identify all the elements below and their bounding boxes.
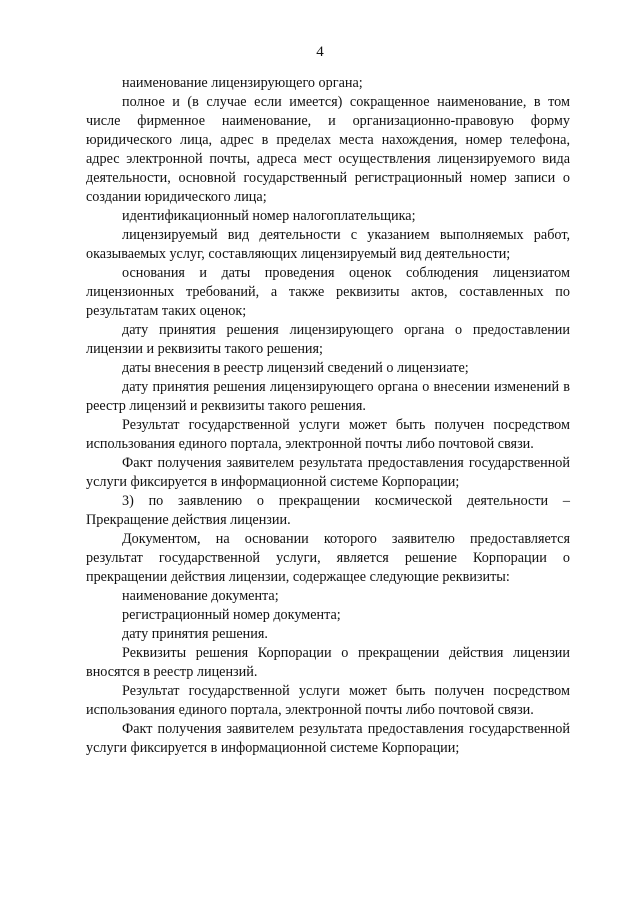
- paragraph: Факт получения заявителем результата предоставления государственной услуги фиксируется в информационной системе Корпорации;: [86, 455, 570, 490]
- paragraph: даты внесения в реестр лицензий сведений о лицензиате;: [122, 360, 469, 376]
- paragraph: Реквизиты решения Корпорации о прекращении действия лицензии вносятся в реестр лицензий.: [86, 645, 570, 680]
- paragraph: наименование документа;: [122, 588, 279, 604]
- paragraph: Результат государственной услуги может быть получен посредством использования единого портала, электронной почты либо почтовой связи.: [86, 417, 570, 452]
- paragraph: Факт получения заявителем результата предоставления государственной услуги фиксируется в информационной системе Корпорации;: [86, 721, 570, 756]
- paragraph: полное и (в случае если имеется) сокращенное наименование, в том числе фирменное наименование, и организационно-правовую форму юридического лица, адрес в пределах места нахождения, номер телефона, адрес электронной почты, адреса мест осуществления лицензируемого вида деятельности, основной государственный регистрационный номер записи о создании юридического лица;: [86, 94, 570, 205]
- paragraph: Документом, на основании которого заявителю предоставляется результат государственной услуги, является решение Корпорации о прекращении действия лицензии, содержащее следующие реквизиты:: [86, 531, 570, 585]
- paragraph: Результат государственной услуги может быть получен посредством использования единого портала, электронной почты либо почтовой связи.: [86, 683, 570, 718]
- page-number: 4: [316, 44, 324, 60]
- document-body: [86, 74, 570, 758]
- paragraph: основания и даты проведения оценок соблюдения лицензиатом лицензионных требований, а также реквизиты актов, составленных по результатам таких оценок;: [86, 265, 570, 319]
- paragraph: наименование лицензирующего органа;: [122, 75, 363, 91]
- paragraph: лицензируемый вид деятельности с указанием выполняемых работ, оказываемых услуг, составляющих лицензируемый вид деятельности;: [86, 227, 570, 262]
- paragraph: дату принятия решения лицензирующего органа о внесении изменений в реестр лицензий и реквизиты такого решения.: [86, 379, 570, 414]
- paragraph: дату принятия решения.: [122, 626, 268, 642]
- paragraph: дату принятия решения лицензирующего органа о предоставлении лицензии и реквизиты такого решения;: [86, 322, 570, 357]
- paragraph: идентификационный номер налогоплательщика;: [122, 208, 416, 224]
- paragraph: 3) по заявлению о прекращении космической деятельности – Прекращение действия лицензии.: [86, 493, 570, 528]
- paragraph: регистрационный номер документа;: [122, 607, 341, 623]
